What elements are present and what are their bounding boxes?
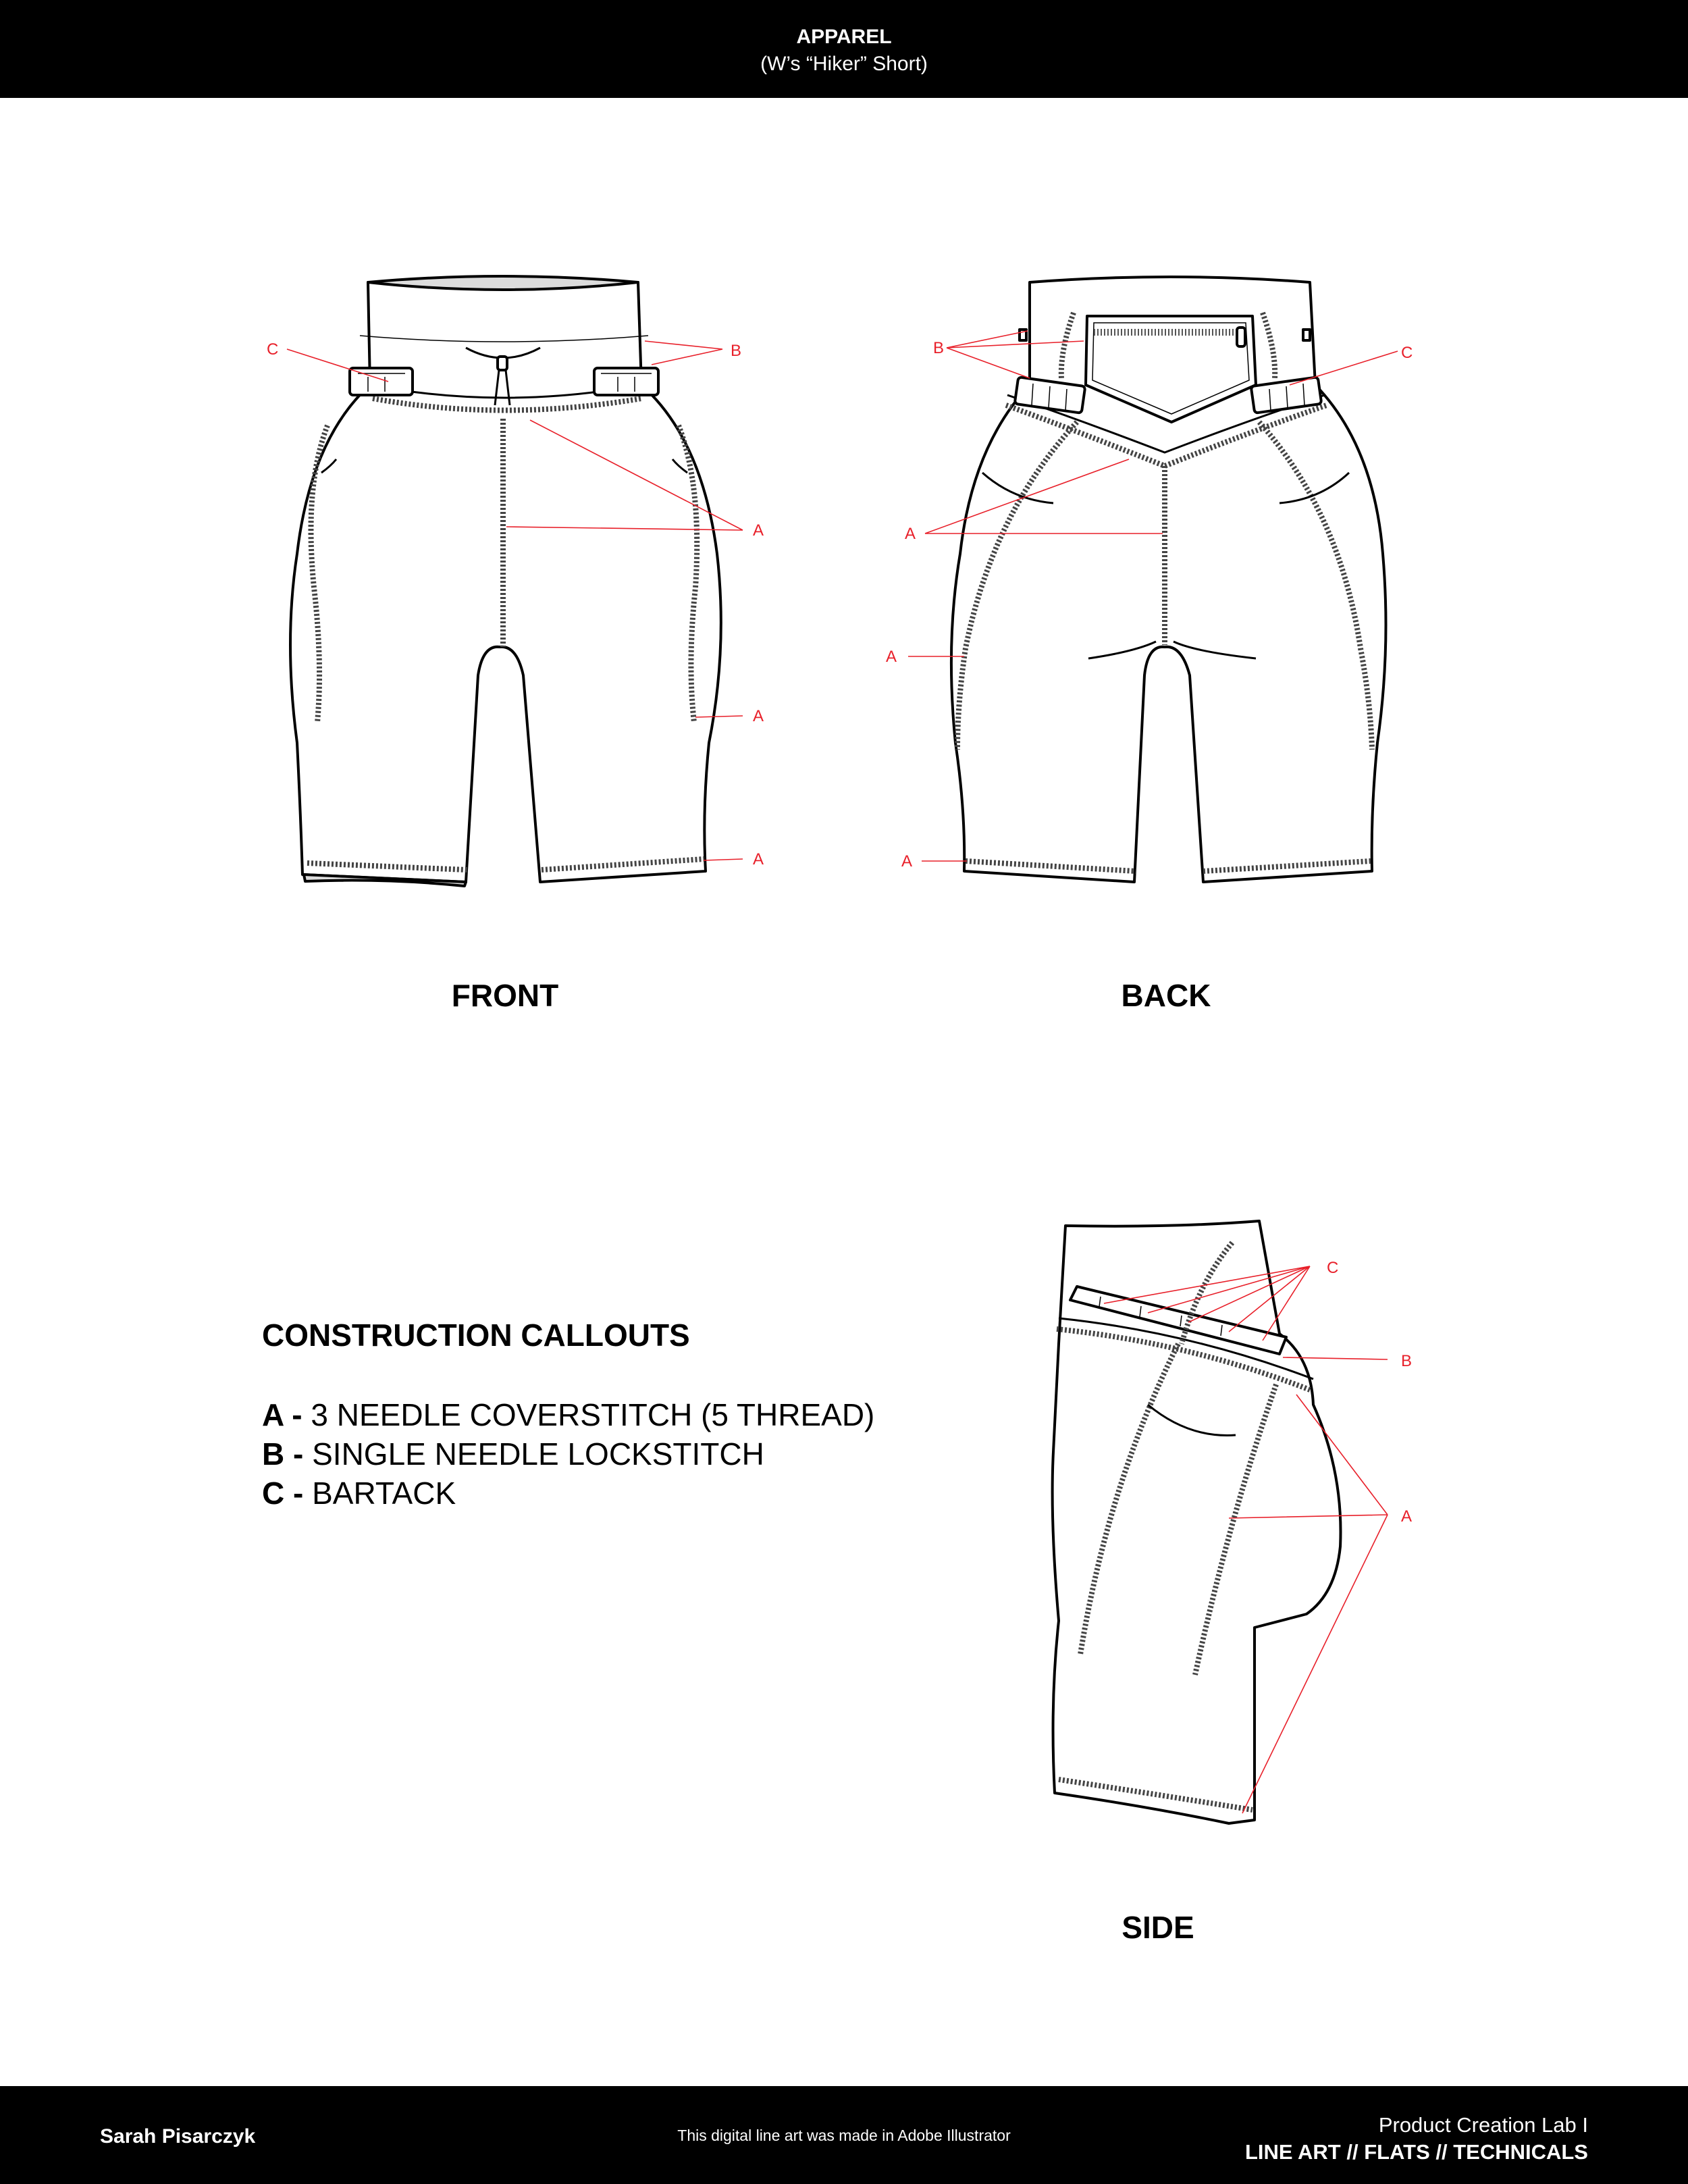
back-view-drawing [951,277,1386,882]
front-label: FRONT [451,978,559,1013]
side-label: SIDE [1122,1910,1194,1945]
callout-row-a [262,1395,874,1434]
back-marker-a3: A [901,852,913,870]
callout-text-b: SINGLE NEEDLE LOCKSTITCH [312,1436,764,1472]
footer-course: Product Creation Lab I [1378,2113,1588,2137]
back-label: BACK [1121,978,1211,1013]
front-view-drawing [290,276,721,886]
callout-row-b [262,1434,874,1474]
side-marker-a: A [1401,1507,1413,1526]
front-marker-a2: A [753,707,764,725]
front-marker-a1: A [753,521,764,540]
callout-code-b: B - [262,1436,304,1472]
back-marker-a2: A [886,648,897,666]
callout-code-c: C - [262,1476,304,1511]
callout-code-a: A - [262,1397,302,1432]
side-view-drawing [1053,1221,1341,1823]
construction-callouts [262,1317,874,1513]
callouts-heading: CONSTRUCTION CALLOUTS [262,1318,690,1353]
back-marker-b: B [933,339,945,357]
side-marker-c: C [1327,1259,1339,1277]
footer-author: Sarah Pisarczyk [100,2125,256,2148]
footer-subtitle: LINE ART // FLATS // TECHNICALS [1244,2140,1588,2164]
header-subtitle: (W’s “Hiker” Short) [760,53,928,75]
header-title: APPAREL [796,26,892,48]
callout-text-c: BARTACK [312,1476,456,1511]
front-marker-b1: B [731,342,742,360]
front-marker-a3: A [753,850,764,868]
callout-text-a: 3 NEEDLE COVERSTITCH (5 THREAD) [311,1397,875,1432]
callout-row-c [262,1474,874,1513]
back-marker-c: C [1401,344,1413,362]
back-marker-a1: A [905,525,916,543]
side-marker-b: B [1401,1352,1413,1370]
front-marker-c: C [267,340,279,359]
footer-bar [0,2086,1688,2184]
footer-note: This digital line art was made in Adobe Illustrator [677,2127,1011,2144]
